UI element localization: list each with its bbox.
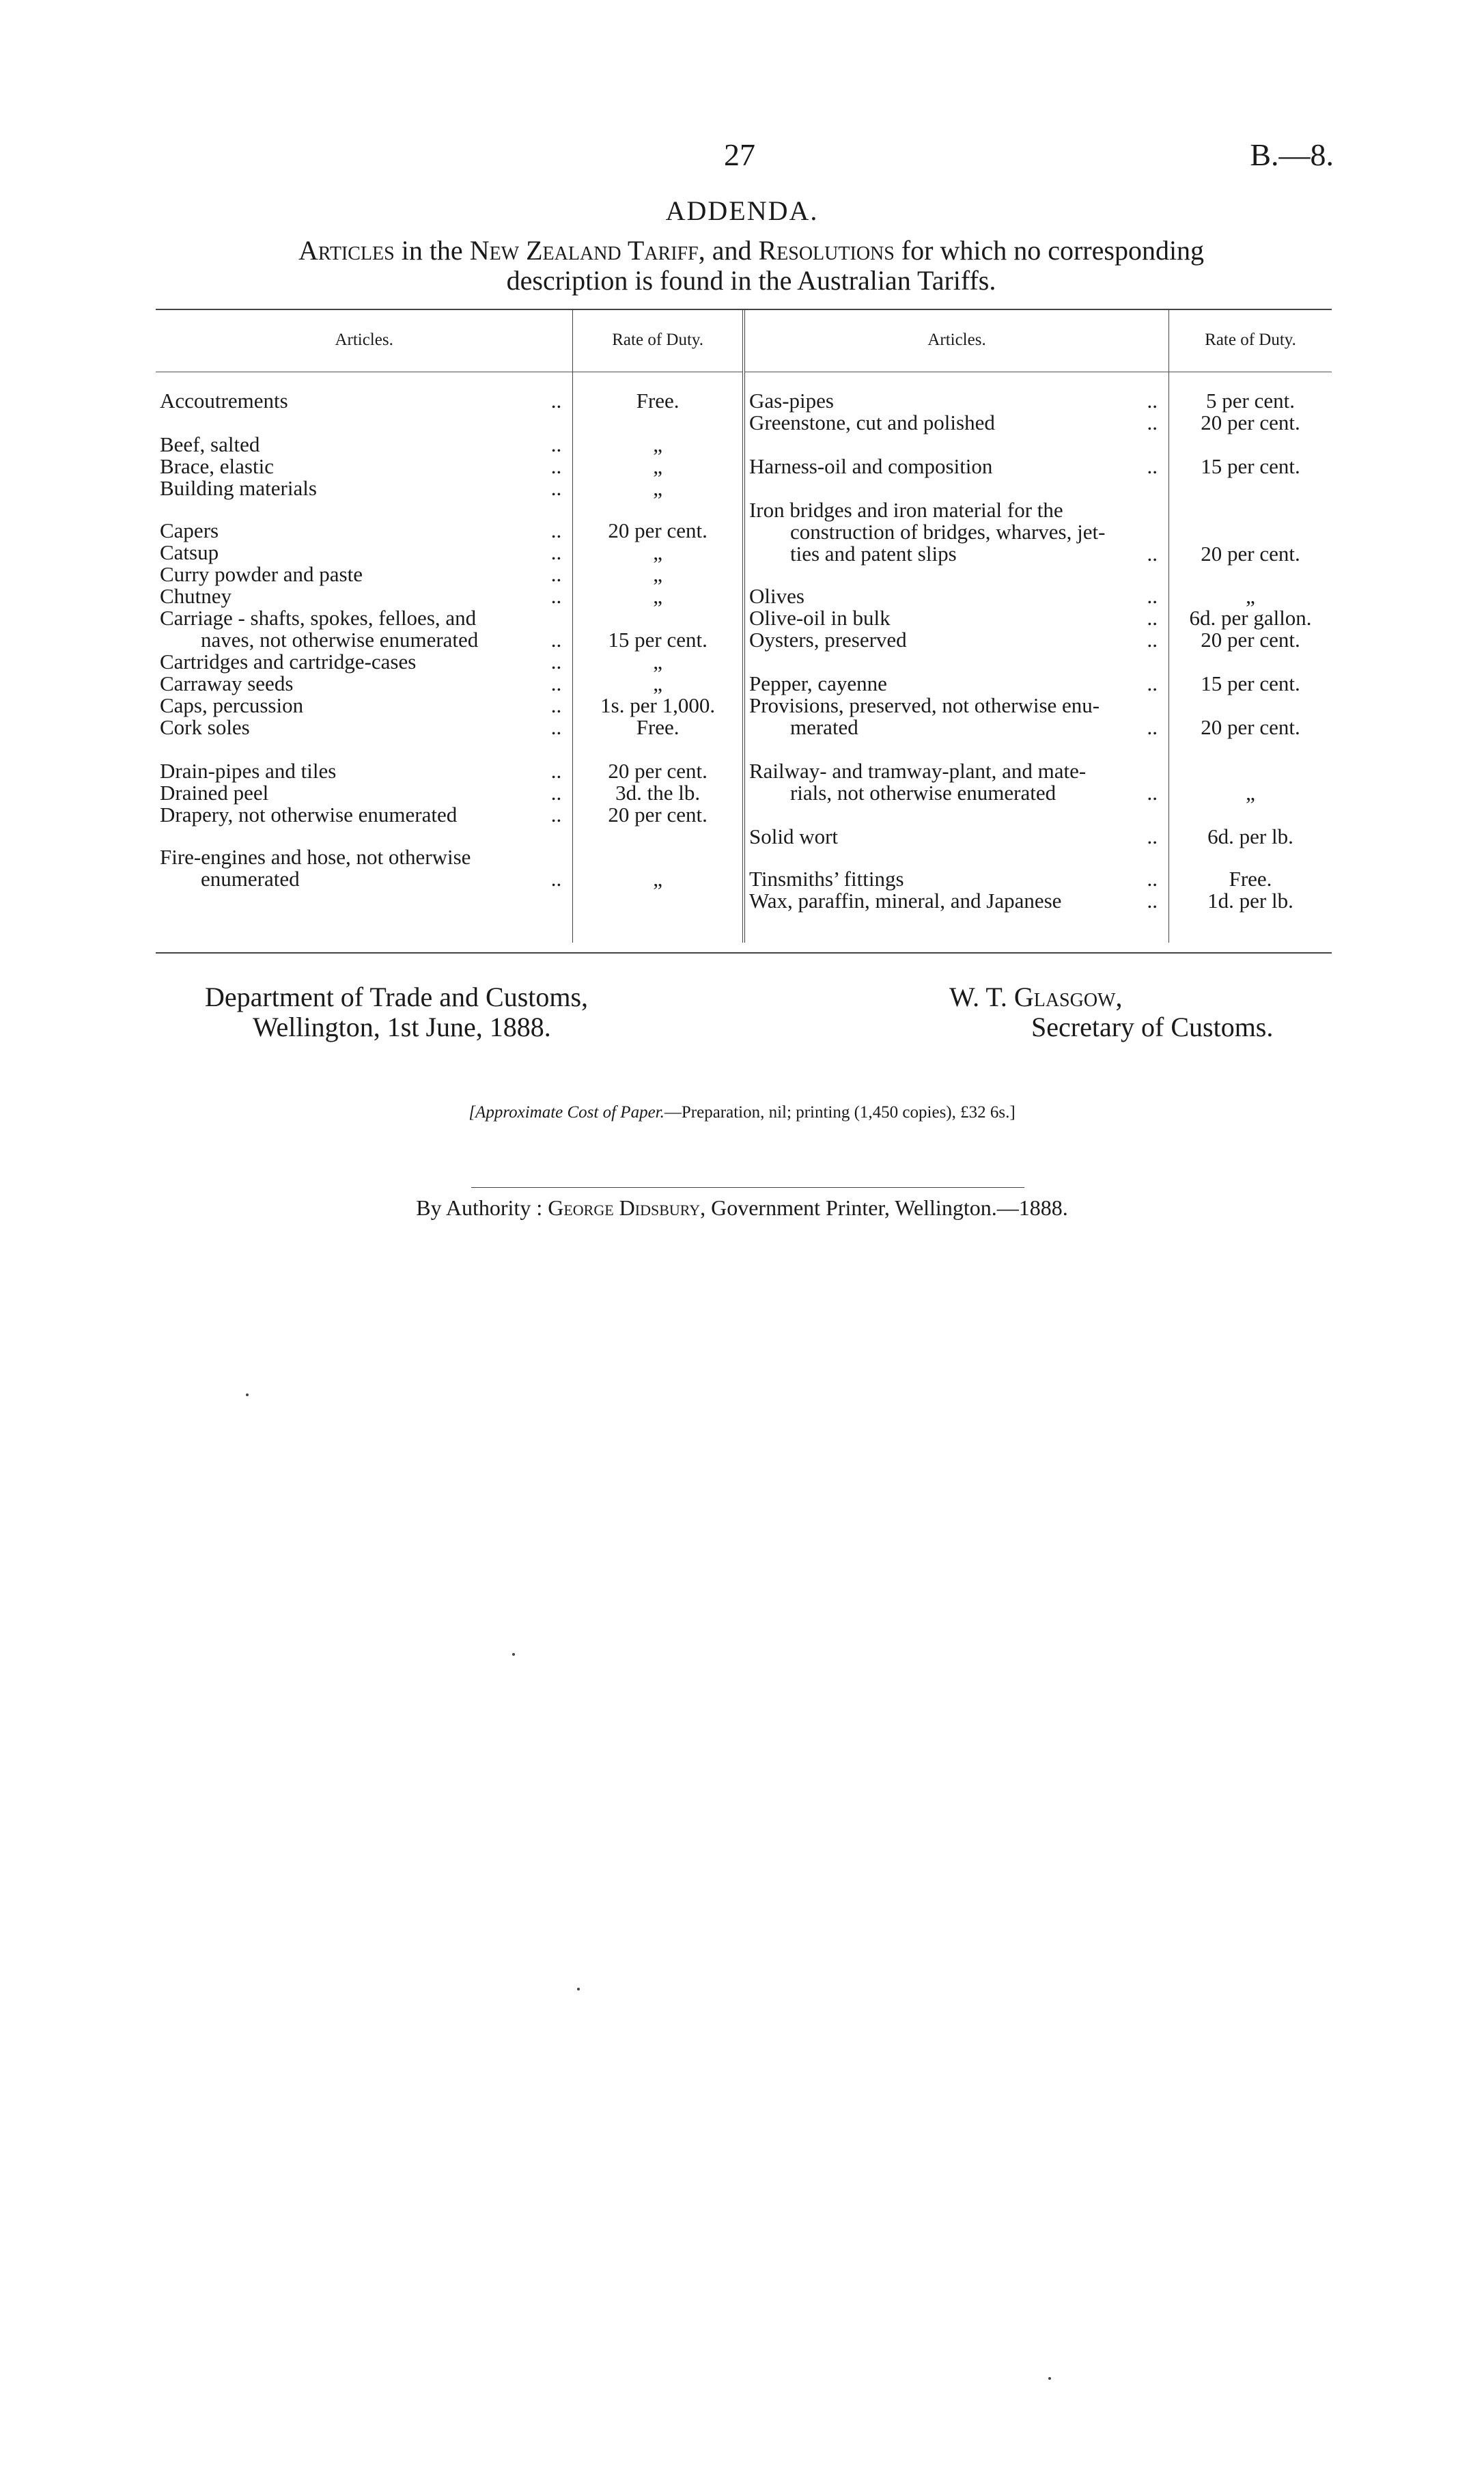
rate-cell: „ [653, 476, 663, 500]
table-bottom-rule [156, 952, 1332, 954]
imprint-prefix: By Authority : [416, 1195, 548, 1220]
table-row [749, 890, 1164, 912]
text-fragment: .. [550, 389, 562, 413]
text-fragment: .. [1147, 454, 1158, 478]
text-fragment: .. [1147, 606, 1158, 630]
scan-speck [1048, 2377, 1051, 2380]
text-fragment: .. [1147, 411, 1158, 434]
table-row-continuation [749, 543, 1164, 565]
rate-cell: 15 per cent. [1201, 454, 1300, 478]
text-fragment: .. [1147, 824, 1158, 848]
table-row [749, 412, 1164, 434]
table-row [160, 434, 568, 456]
table-row [160, 651, 568, 673]
text-fragment: Solid wort [748, 824, 839, 848]
text-fragment: ties and patent slips [789, 542, 957, 566]
rate-cell: 20 per cent. [608, 803, 708, 827]
table-row [749, 390, 1164, 412]
rate-cell: 3d. the lb. [615, 781, 701, 805]
table-row-continuation [749, 521, 1164, 543]
rate-cell: 20 per cent. [1201, 628, 1300, 652]
printer-imprint [0, 1195, 1484, 1221]
text-fragment: .. [1147, 867, 1158, 891]
department-signature [205, 982, 588, 1042]
rate-cell: „ [653, 650, 663, 674]
text-fragment: .. [550, 650, 562, 674]
text-fragment: .. [1147, 715, 1158, 739]
table-row [160, 846, 568, 868]
rate-cell: „ [1246, 781, 1255, 805]
imprint-suffix: , Government Printer, Wellington.—1888. [700, 1195, 1068, 1220]
rate-cell: „ [653, 584, 663, 608]
text-fragment: Catsup [160, 540, 219, 564]
subtitle-line2: description is found in the Australian Tariffs. [506, 265, 996, 296]
rate-cell: „ [653, 432, 663, 456]
text-fragment: Greenstone, cut and polished [748, 411, 995, 434]
rate-cell: 20 per cent. [1201, 542, 1300, 566]
table-row [160, 564, 568, 585]
rate-cell: „ [653, 671, 663, 695]
text-fragment: .. [550, 628, 562, 652]
rate-cell: 6d. per gallon. [1189, 606, 1312, 630]
header-rate-right: Rate of Duty. [1169, 309, 1332, 372]
header-rate-left: Rate of Duty. [573, 309, 744, 372]
rate-cell: 5 per cent. [1206, 389, 1295, 413]
text-fragment: Railway- and tramway-plant, and mate- [748, 759, 1087, 783]
left-rates-column [573, 372, 744, 943]
table-row [749, 585, 1164, 607]
table-row [160, 804, 568, 826]
text-fragment: Oysters, preserved [748, 628, 907, 652]
text-fragment: Iron bridges and iron material for the [748, 498, 1063, 522]
tariff-table [156, 309, 1332, 943]
text-fragment: Carriage - shafts, spokes, felloes, and [160, 606, 477, 630]
rate-cell: 20 per cent. [608, 759, 708, 783]
table-row-continuation [749, 717, 1164, 738]
table-row-continuation [160, 629, 568, 651]
text-fragment: .. [550, 803, 562, 827]
text-fragment: Building materials [160, 476, 317, 500]
rate-cell: 15 per cent. [1201, 671, 1300, 695]
page-title: ADDENDA. [665, 195, 819, 226]
text-fragment: .. [550, 562, 562, 586]
text-fragment: Drapery, not otherwise enumerated [160, 803, 458, 827]
text-fragment: Carraway seeds [160, 671, 294, 695]
table-row [749, 673, 1164, 695]
table-row [749, 607, 1164, 629]
table-row [160, 607, 568, 629]
text-fragment: Accoutrements [160, 389, 288, 413]
rate-cell: 20 per cent. [1201, 411, 1300, 434]
rate-cell: „ [1246, 584, 1255, 608]
subtitle [205, 236, 1298, 296]
table-row [160, 673, 568, 695]
text-fragment: construction of bridges, wharves, jet- [789, 520, 1106, 544]
table-row [749, 826, 1164, 848]
text-fragment: enumerated [201, 867, 300, 891]
table-row [749, 868, 1164, 890]
text-fragment: Curry powder and paste [160, 562, 363, 586]
printer-name: George Didsbury [548, 1195, 701, 1220]
text-fragment: Drain-pipes and tiles [160, 759, 337, 783]
text-fragment: .. [1147, 542, 1158, 566]
rate-cell: Free. [636, 715, 680, 739]
text-fragment: .. [550, 518, 562, 542]
table-row-continuation [160, 868, 568, 890]
signatory-title: Secretary of Customs. [1031, 1012, 1274, 1042]
subtitle-text-c: for which no corresponding [894, 235, 1205, 266]
table-row [160, 760, 568, 782]
text-fragment: rials, not otherwise enumerated [789, 781, 1056, 805]
text-fragment: .. [550, 759, 562, 783]
text-fragment: .. [550, 693, 562, 717]
text-fragment: Caps, percussion [160, 693, 304, 717]
rate-cell: 1d. per lb. [1207, 889, 1293, 913]
table-row [160, 542, 568, 564]
divider [471, 1187, 1024, 1188]
text-fragment: .. [550, 715, 562, 739]
table-row [749, 499, 1164, 521]
right-articles-column [744, 372, 1169, 943]
rate-cell: „ [653, 540, 663, 564]
cost-note-label: [Approximate Cost of Paper. [468, 1103, 664, 1122]
scan-speck [577, 1988, 580, 1990]
text-fragment: .. [550, 781, 562, 805]
text-fragment: Gas-pipes [748, 389, 834, 413]
rate-cell: 1s. per 1,000. [600, 693, 716, 717]
rate-cell: Free. [636, 389, 680, 413]
text-fragment: Capers [160, 518, 219, 542]
table-row [160, 585, 568, 607]
text-fragment: Beef, salted [160, 432, 260, 456]
subtitle-resolutions: Resolutions [758, 235, 895, 266]
rate-cell: 20 per cent. [1201, 715, 1300, 739]
text-fragment: .. [1147, 781, 1158, 805]
header-articles-right: Articles. [744, 309, 1169, 372]
cost-note [0, 1103, 1484, 1122]
cost-note-text: —Preparation, nil; printing (1,450 copies), £32 6s.] [664, 1103, 1016, 1122]
text-fragment: merated [789, 715, 858, 739]
table-row-continuation [749, 782, 1164, 804]
rate-cell: 15 per cent. [608, 628, 708, 652]
rate-cell: Free. [1229, 867, 1272, 891]
text-fragment: Wax, paraffin, mineral, and Japanese [748, 889, 1062, 913]
table-row [749, 760, 1164, 782]
rate-cell: „ [653, 454, 663, 478]
text-fragment: Pepper, cayenne [748, 671, 887, 695]
subtitle-text-a: in the [394, 235, 470, 266]
text-fragment: Cork soles [160, 715, 250, 739]
text-fragment: .. [550, 432, 562, 456]
table-row [749, 629, 1164, 651]
text-fragment: .. [1147, 584, 1158, 608]
rate-cell: 6d. per lb. [1207, 824, 1293, 848]
text-fragment: .. [550, 454, 562, 478]
subtitle-articles: Articles [298, 235, 395, 266]
text-fragment: Olive-oil in bulk [748, 606, 891, 630]
signatory-name: W. T. Glasgow, [949, 982, 1123, 1012]
table-row [749, 456, 1164, 477]
right-rates-column [1169, 372, 1332, 943]
table-row [160, 782, 568, 804]
text-fragment: .. [550, 867, 562, 891]
table-row [160, 390, 568, 412]
scan-speck [246, 1393, 249, 1396]
table-row [160, 477, 568, 499]
page-number: 27 [724, 137, 755, 172]
document-reference: B.—8. [1250, 137, 1334, 172]
text-fragment: .. [1147, 628, 1158, 652]
text-fragment: Cartridges and cartridge-cases [160, 650, 417, 674]
text-fragment: Provisions, preserved, not otherwise enu- [748, 693, 1100, 717]
text-fragment: .. [1147, 671, 1158, 695]
table-row [160, 717, 568, 738]
department-line: Department of Trade and Customs, [205, 982, 589, 1012]
text-fragment: .. [550, 671, 562, 695]
text-fragment: naves, not otherwise enumerated [201, 628, 479, 652]
text-fragment: .. [1147, 389, 1158, 413]
scan-speck [512, 1653, 515, 1656]
rate-cell: 20 per cent. [608, 518, 708, 542]
rate-cell: „ [653, 562, 663, 586]
text-fragment: .. [550, 540, 562, 564]
rate-cell: „ [653, 867, 663, 891]
text-fragment: Brace, elastic [160, 454, 274, 478]
table-row [160, 695, 568, 717]
table-row [160, 520, 568, 542]
table-row [160, 456, 568, 477]
table-row [749, 695, 1164, 717]
text-fragment: Tinsmiths’ fittings [748, 867, 904, 891]
text-fragment: .. [550, 476, 562, 500]
subtitle-text-b: , and [698, 235, 759, 266]
text-fragment: Chutney [160, 584, 232, 608]
header-articles-left: Articles. [156, 309, 573, 372]
text-fragment: .. [550, 584, 562, 608]
text-fragment: Olives [748, 584, 804, 608]
left-articles-column [156, 372, 573, 943]
text-fragment: Drained peel [160, 781, 269, 805]
text-fragment: Harness-oil and composition [748, 454, 993, 478]
subtitle-tariff: New Zealand Tariff [469, 235, 699, 266]
text-fragment: .. [1147, 889, 1158, 913]
text-fragment: Fire-engines and hose, not otherwise [160, 845, 471, 869]
date-line: Wellington, 1st June, 1888. [253, 1012, 551, 1042]
secretary-signature [949, 982, 1273, 1042]
